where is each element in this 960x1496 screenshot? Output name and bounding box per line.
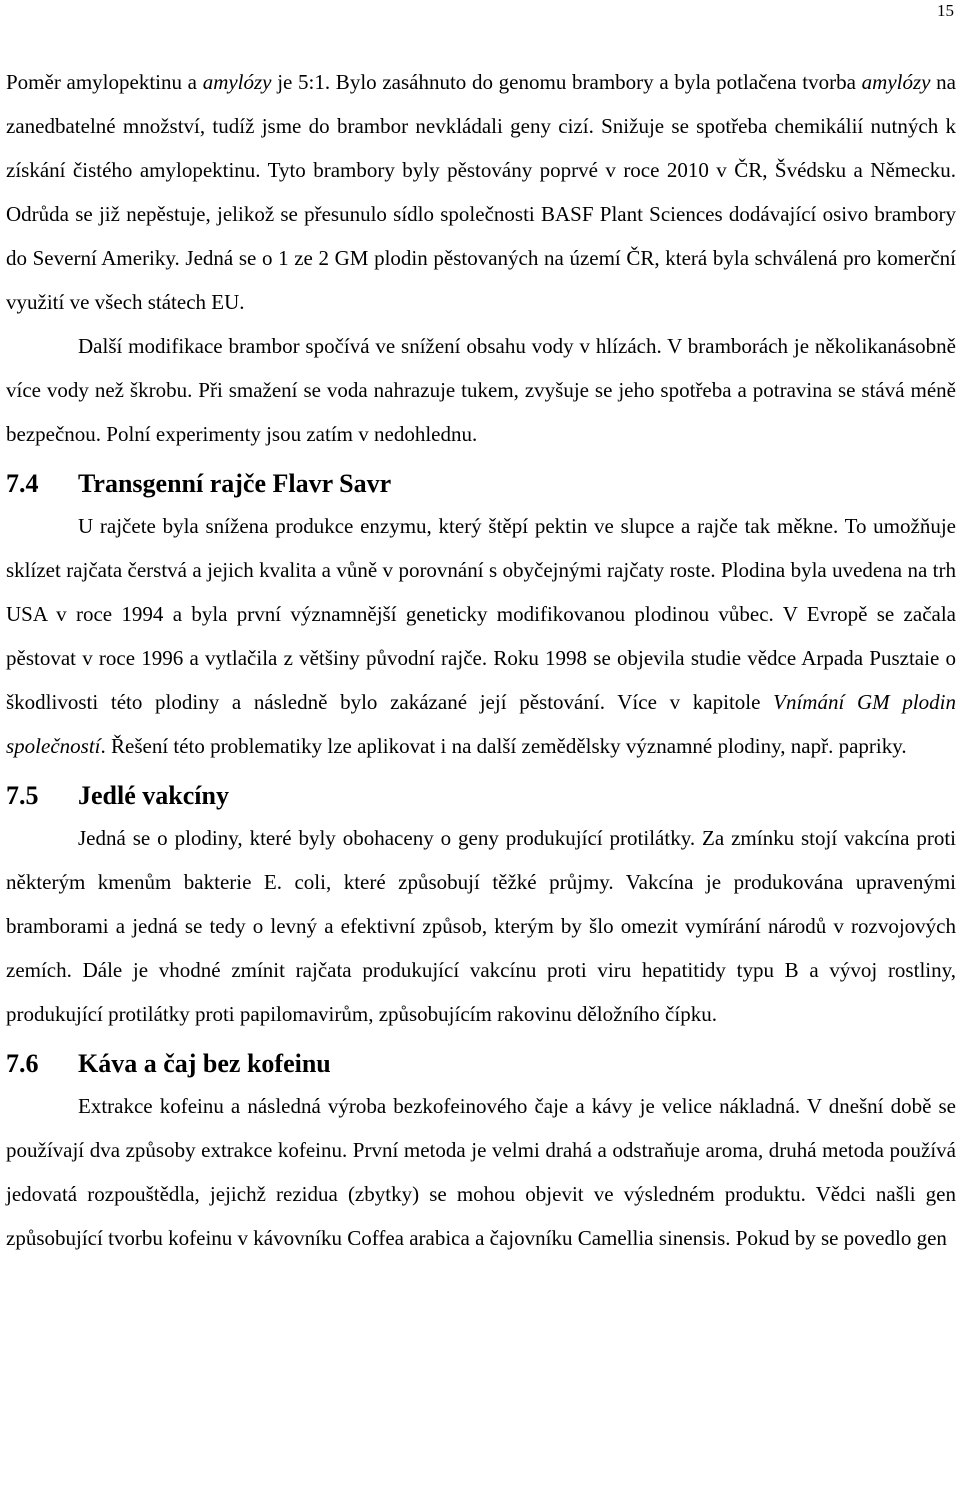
section-heading-7-6 [6, 1044, 956, 1084]
page-content [6, 60, 956, 1260]
paragraph-text: U rajčete byla snížena produkce enzymu, který štěpí pektin ve slupce a rajče tak měkne. To umožňuje sklízet rajčata čerstvá a jejich kvalita a vůně v porovnání s obyčejnými rajčaty roste. Plodina byla uvedena na trh USA v roce 1994 a byla první významnější geneticky modifikovanou plodinou vůbec. V Evropě se začala pěstovat v roce 1996 a vytlačila z většiny původní rajče. Roku 1998 se objevila studie vědce Arpada Pusztaie o škodlivosti této plodiny a následně bylo zakázané její pěstování. Více v kapitole [6, 514, 956, 714]
section-title: Transgenní rajče Flavr Savr [78, 469, 392, 498]
section-number: 7.5 [6, 781, 39, 810]
section-number: 7.4 [6, 469, 39, 498]
paragraph-text: . Řešení této problematiky lze aplikovat i na další zemědělsky významné plodiny, např. papriky. [100, 734, 907, 758]
page-number: 15 [937, 1, 954, 20]
paragraph-potato-water: Další modifikace brambor spočívá ve snížení obsahu vody v hlízách. V bramborách je několikanásobně více vody než škrobu. Při smažení se voda nahrazuje tukem, zvyšuje se jeho spotřeba a potravina se stává méně bezpečnou. Polní experimenty jsou zatím v nedohlednu. [6, 334, 956, 446]
paragraph-decaf: Extrakce kofeinu a následná výroba bezkofeinového čaje a kávy je velice nákladná. V dnešní době se používají dva způsoby extrakce kofeinu. První metoda je velmi drahá a odstraňuje aroma, druhá metoda používá jedovatá rozpouštědla, jejichž rezidua (zbytky) se mohou objevit ve výsledném produktu. Vědci našli gen způsobující tvorbu kofeinu v kávovníku Coffea arabica a čajovníku Camellia sinensis. Pokud by se povedlo gen [6, 1094, 956, 1250]
section-number: 7.6 [6, 1049, 39, 1078]
section-heading-7-5 [6, 776, 956, 816]
italic-term-amylose: amylózy [861, 70, 931, 94]
paragraph-flavr-savr [6, 504, 956, 768]
italic-term-amylose: amylózy [202, 70, 272, 94]
section-title: Káva a čaj bez kofeinu [78, 1049, 331, 1078]
italic-chapter-reference: Vnímání GM plodin společností [6, 690, 956, 758]
paragraph-text: Poměr amylopektinu a [6, 70, 203, 94]
section-heading-7-4 [6, 464, 956, 504]
paragraph-text: na zanedbatelné množství, tudíž jsme do brambor nevkládali geny cizí. Snižuje se spotřeba chemikálií nutných k získání čistého amylopektinu. Tyto brambory byly pěstovány poprvé v roce 2010 v ČR, Švédsku a Německu. Odrůda se již nepěstuje, jelikož se přesunulo sídlo společnosti BASF Plant Sciences dodávající osivo brambory do Severní Ameriky. Jedná se o 1 ze 2 GM plodin pěstovaných na území ČR, která byla schválená pro komerční využití ve všech státech EU. [6, 70, 956, 314]
paragraph-text: je 5:1. Bylo zasáhnuto do genomu brambory a byla potlačena tvorba [271, 70, 862, 94]
paragraph-edible-vaccines: Jedná se o plodiny, které byly obohaceny o geny produkující protilátky. Za zmínku stojí vakcína proti některým kmenům bakterie E. coli, které způsobují těžké průjmy. Vakcína je produkována upravenými bramborami a jedná se tedy o levný a efektivní způsob, kterým by šlo omezit vymírání národů v rozvojových zemích. Dále je vhodné zmínit rajčata produkující vakcínu proti viru hepatitidy typu B a vývoj rostliny, produkující protilátky proti papilomavirům, způsobujícím rakovinu děložního čípku. [6, 826, 956, 1026]
section-title: Jedlé vakcíny [78, 781, 229, 810]
paragraph-potato-amylose [6, 60, 956, 324]
